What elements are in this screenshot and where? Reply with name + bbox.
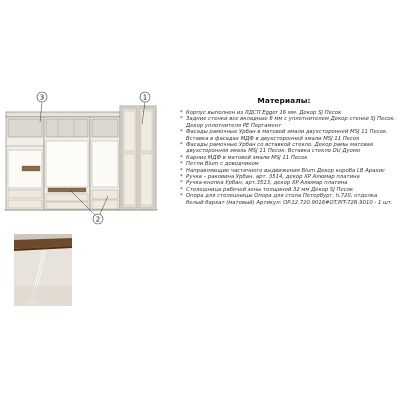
material-item: * Опора для столешницы Опора для стола Петербург, h.720, отделка белый бархат (матовый) Артикул: OP.12.720.9016#OT.PIT-72R.9010 - 1 шт. (180, 193, 396, 206)
table-support-photo (14, 234, 72, 306)
material-item: * Задние стенки все вкладные 8 мм с уплотнителем Декор стенки SJ Песок. Декор уплотнителя PE Пергамент (180, 116, 396, 129)
material-item: * Ручка-кнопка Урбан, арт.3513, декор XP Алюмар платина (180, 180, 396, 186)
material-item: * Карниз МДФ в матовой эмали MSJ 11 Песок (180, 155, 396, 161)
material-item: * Направляющие частичного выдвижения Blum Декор короба LB Арахис (180, 168, 396, 174)
material-item: * Фасады рамочные Урбан в матовой эмали двухсторонней MSJ 11 Песок. Вставка в фасадах МДФ в двухсторонней эмали MSJ 11 Песок (180, 129, 396, 142)
material-item: * Корпус выполнен из ЛДСП Egger 16 мм. Декор SJ Песок (180, 110, 396, 116)
materials-section (172, 96, 396, 206)
callout-3-label: 3 (39, 93, 45, 102)
material-item: * Петли Blum с доводчиком (180, 161, 396, 167)
material-item: * Столешница рабочей зоны толщиной 32 мм Декор SJ Песок (180, 187, 396, 193)
callout-2-label: 2 (95, 215, 101, 224)
material-item: * Ручка – раковина Урбан, арт. 3514, декор XP Алюмар платина (180, 174, 396, 180)
furniture-drawing (0, 84, 178, 234)
material-item: * Фасады рамочные Урбан со вставкой стекло. Декор рамы матовая двухсторонняя эмаль MSJ 11 Песок. Вставка стекло DU Дуомо (180, 142, 396, 155)
callout-1-label: 1 (142, 93, 148, 102)
materials-list (172, 110, 396, 206)
materials-title: Материалы: (257, 96, 311, 105)
